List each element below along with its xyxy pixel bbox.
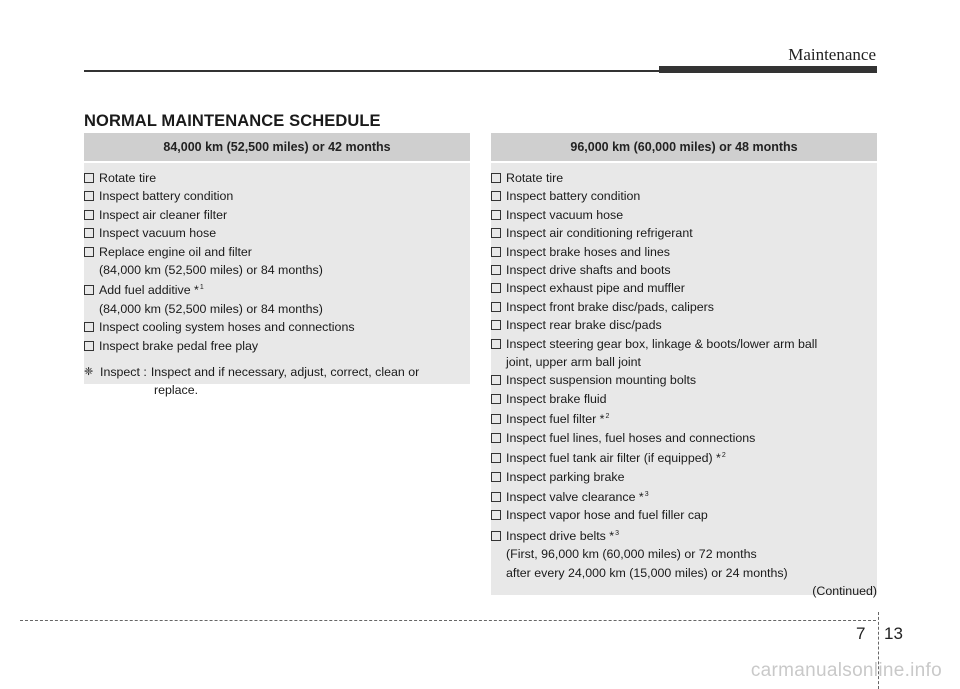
checklist-item-detail: after every 24,000 km (15,000 miles) or 24 months) bbox=[506, 565, 788, 580]
checklist-item-text: Inspect brake pedal free play bbox=[99, 338, 259, 353]
checkbox-icon bbox=[491, 492, 501, 502]
checklist-item-text: Inspect front brake disc/pads, calipers bbox=[506, 299, 714, 314]
continued-label: (Continued) bbox=[812, 583, 877, 598]
checkbox-icon bbox=[84, 191, 94, 201]
checkbox-icon bbox=[491, 453, 501, 463]
checklist-item-text: Inspect fuel filter * bbox=[506, 412, 605, 427]
checklist-item-detail: joint, upper arm ball joint bbox=[506, 355, 641, 370]
checklist-item bbox=[491, 316, 877, 334]
checkbox-icon bbox=[491, 210, 501, 220]
checkbox-icon bbox=[491, 394, 501, 404]
footnote-mark: ❈ bbox=[84, 366, 94, 378]
checkbox-icon bbox=[491, 247, 501, 257]
checklist-item bbox=[491, 279, 877, 297]
checkbox-icon bbox=[84, 322, 94, 332]
footnote-reference: 3 bbox=[644, 490, 649, 498]
checklist-item bbox=[491, 525, 877, 545]
checkbox-icon bbox=[84, 173, 94, 183]
checkbox-icon bbox=[491, 173, 501, 183]
checklist-item bbox=[491, 261, 877, 279]
checklist-item bbox=[491, 486, 877, 506]
left-column-items bbox=[84, 163, 470, 384]
checklist-item-text: Inspect drive shafts and boots bbox=[506, 263, 671, 278]
checklist-item bbox=[491, 371, 877, 389]
checkbox-icon bbox=[491, 339, 501, 349]
checkbox-icon bbox=[84, 247, 94, 257]
checklist-item bbox=[84, 337, 464, 355]
checklist-item-text: Inspect valve clearance * bbox=[506, 489, 644, 504]
checkbox-icon bbox=[491, 472, 501, 482]
checklist-item-text: Inspect cooling system hoses and connections bbox=[99, 320, 355, 335]
checkbox-icon bbox=[491, 510, 501, 520]
checklist-item bbox=[491, 298, 877, 316]
checklist-item-text: Inspect battery condition bbox=[506, 189, 641, 204]
left-column-heading: 84,000 km (52,500 miles) or 42 months bbox=[84, 133, 470, 161]
checklist-item bbox=[491, 506, 877, 524]
checklist-item bbox=[491, 187, 877, 205]
footnote-reference: 1 bbox=[199, 284, 204, 292]
watermark: carmanualsonline.info bbox=[750, 660, 942, 681]
checkbox-icon bbox=[491, 414, 501, 424]
checkbox-icon bbox=[84, 285, 94, 295]
checklist-item bbox=[491, 408, 877, 428]
checklist-item bbox=[84, 206, 464, 224]
footnote-reference: 2 bbox=[721, 452, 726, 460]
checklist-item-text: Add fuel additive * bbox=[99, 283, 199, 298]
checklist-item-text: Inspect air cleaner filter bbox=[99, 207, 228, 222]
checkbox-icon bbox=[84, 341, 94, 351]
footnote-continuation: replace. bbox=[154, 383, 199, 398]
checklist-item bbox=[491, 224, 877, 242]
checklist-item bbox=[491, 169, 877, 187]
checklist-item-text: Inspect exhaust pipe and muffler bbox=[506, 281, 685, 296]
page-header-title: Maintenance bbox=[788, 45, 876, 64]
checklist-item-text: Inspect fuel lines, fuel hoses and connections bbox=[506, 430, 756, 445]
checklist-item bbox=[491, 243, 877, 261]
checklist-item-text: Inspect fuel tank air filter (if equipped) * bbox=[506, 451, 721, 466]
left-schedule-column bbox=[84, 133, 470, 384]
footer-rule bbox=[20, 620, 876, 621]
checklist-item bbox=[491, 429, 877, 447]
checklist-item-text: Inspect brake hoses and lines bbox=[506, 244, 670, 259]
checkbox-icon bbox=[491, 265, 501, 275]
header-bar bbox=[659, 66, 877, 73]
checklist-item bbox=[491, 468, 877, 486]
checklist-item-text: Inspect drive belts * bbox=[506, 528, 615, 543]
checklist-item-text: Inspect battery condition bbox=[99, 189, 234, 204]
checklist-item bbox=[84, 224, 464, 242]
checklist-item-text: Inspect rear brake disc/pads bbox=[506, 318, 662, 333]
checkbox-icon bbox=[84, 210, 94, 220]
checkbox-icon bbox=[491, 302, 501, 312]
checklist-item bbox=[84, 279, 464, 299]
right-schedule-column bbox=[491, 133, 877, 598]
checkbox-icon bbox=[84, 228, 94, 238]
checklist-item-text: Inspect parking brake bbox=[506, 469, 625, 484]
checkbox-icon bbox=[491, 320, 501, 330]
header-rule bbox=[84, 70, 659, 72]
checklist-item bbox=[491, 335, 877, 353]
checklist-item bbox=[491, 206, 877, 224]
page-number: 13 bbox=[884, 624, 903, 643]
footnote-text: Inspect and if necessary, adjust, correct, clean or bbox=[150, 365, 420, 379]
checklist-item bbox=[84, 243, 464, 261]
checklist-item bbox=[84, 187, 464, 205]
footnote bbox=[84, 363, 470, 400]
checklist-item-text: Rotate tire bbox=[99, 171, 157, 185]
checkbox-icon bbox=[491, 433, 501, 443]
footnote-reference: 2 bbox=[605, 413, 610, 421]
checklist-item-text: Inspect steering gear box, linkage & boots/lower arm ball bbox=[506, 336, 818, 351]
checkbox-icon bbox=[491, 283, 501, 293]
right-column-heading: 96,000 km (60,000 miles) or 48 months bbox=[491, 133, 877, 161]
checklist-item-detail: (84,000 km (52,500 miles) or 84 months) bbox=[99, 263, 323, 278]
checklist-item-text: Replace engine oil and filter bbox=[99, 244, 252, 259]
checklist-item-detail: (First, 96,000 km (60,000 miles) or 72 months bbox=[506, 547, 757, 562]
checklist-item-text: Inspect brake fluid bbox=[506, 391, 607, 406]
right-column-items bbox=[491, 163, 877, 598]
chapter-number: 7 bbox=[856, 624, 866, 643]
checkbox-icon bbox=[491, 375, 501, 385]
checklist-item-text: Inspect suspension mounting bolts bbox=[506, 373, 697, 388]
checklist-item bbox=[84, 318, 464, 336]
checklist-item-text: Inspect vacuum hose bbox=[506, 207, 624, 222]
checklist-item bbox=[84, 169, 464, 187]
checklist-item-text: Inspect vacuum hose bbox=[99, 226, 217, 241]
checklist-item bbox=[491, 447, 877, 467]
footnote-label: Inspect : bbox=[100, 365, 147, 379]
checklist-item-text: Inspect air conditioning refrigerant bbox=[506, 226, 693, 241]
footnote-reference: 3 bbox=[615, 529, 620, 537]
checkbox-icon bbox=[491, 531, 501, 541]
checklist-item bbox=[491, 390, 877, 408]
checkbox-icon bbox=[491, 191, 501, 201]
checklist-item-detail: (84,000 km (52,500 miles) or 84 months) bbox=[99, 301, 323, 316]
section-title: NORMAL MAINTENANCE SCHEDULE bbox=[84, 112, 381, 130]
checklist-item-text: Rotate tire bbox=[506, 171, 564, 185]
checklist-item-text: Inspect vapor hose and fuel filler cap bbox=[506, 508, 708, 523]
checkbox-icon bbox=[491, 228, 501, 238]
